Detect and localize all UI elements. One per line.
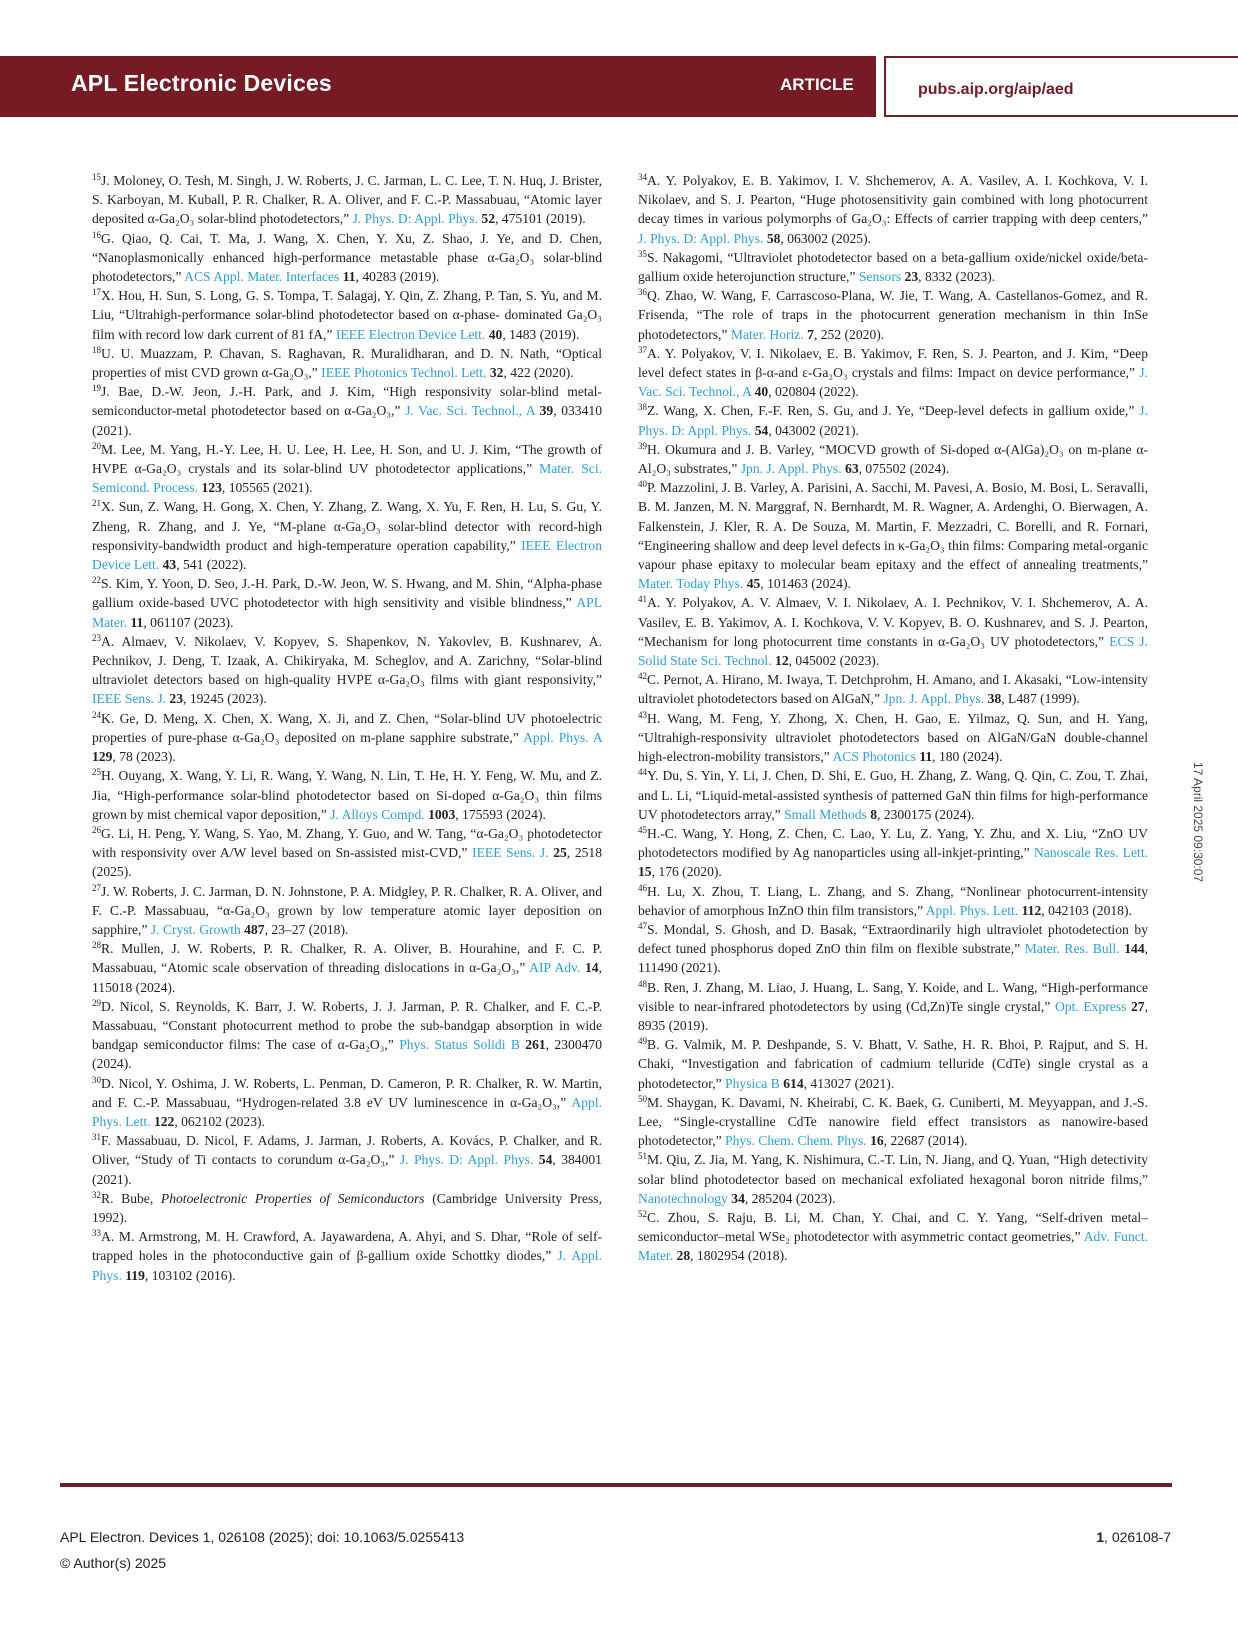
footer-page-volume: 1 xyxy=(1096,1529,1105,1545)
reference-item xyxy=(92,709,602,767)
reference-volume: 52 xyxy=(481,211,495,227)
reference-journal-link[interactable]: Adv. Funct. Mater. xyxy=(638,1229,1148,1264)
reference-volume: 54 xyxy=(538,1152,553,1168)
reference-text: A. M. Armstrong, M. H. Crawford, A. Jayawardena, A. Ahyi, and S. Dhar, “Role of self-trapped holes in the photoconductive gain of β-gallium oxide Schottky diodes,” xyxy=(92,1229,602,1264)
reference-pages-year: , 111490 (2021). xyxy=(638,941,1149,976)
reference-volume: 261 xyxy=(525,1037,546,1053)
reference-item xyxy=(92,440,602,498)
reference-number: 19 xyxy=(92,383,101,394)
reference-volume: 1003 xyxy=(428,806,456,822)
reference-pages-year: , 22687 (2014). xyxy=(883,1133,968,1149)
reference-volume: 129 xyxy=(92,749,113,765)
reference-text: K. Ge, D. Meng, X. Chen, X. Wang, X. Ji, and Z. Chen, “Solar-blind UV photoelectric properties of pure-phase α-Ga₂O₃ deposited on m-plane sapphire substrate,” xyxy=(92,710,602,745)
reference-number: 40 xyxy=(638,479,647,490)
reference-number: 21 xyxy=(92,498,101,509)
reference-pages-year: , 285204 (2023). xyxy=(744,1190,836,1206)
reference-text: M. Lee, M. Yang, H.-Y. Lee, H. U. Lee, H. Lee, H. Son, and U. J. Kim, “The growth of HVPE α-Ga₂O₃ crystals and its solar-blind UV photodetector applications,” xyxy=(92,441,602,477)
reference-volume: 23 xyxy=(169,691,184,707)
reference-text: H. Ouyang, X. Wang, Y. Li, R. Wang, Y. Wang, N. Lin, T. He, H. Y. Feng, W. Mu, and Z. Jia, “High-performance solar-blind photodetector based on Si-doped α-Ga₂O₃ thin films grown by mist chemical vapor deposition,” xyxy=(92,768,602,822)
reference-journal-link[interactable]: Phys. Status Solidi B xyxy=(399,1037,520,1053)
reference-number: 15 xyxy=(92,172,101,182)
reference-item xyxy=(92,766,602,824)
reference-number: 48 xyxy=(638,978,647,989)
reference-number: 30 xyxy=(92,1074,101,1085)
reference-pages-year: , 1802954 (2018). xyxy=(690,1248,788,1264)
references-right-column xyxy=(638,171,1148,1266)
reference-item xyxy=(638,344,1148,402)
reference-pages-year: , 105565 (2021). xyxy=(221,480,313,496)
reference-journal-link[interactable]: Mater. Res. Bull. xyxy=(1024,941,1120,957)
reference-pages-year: , 176 (2020). xyxy=(651,864,722,880)
reference-number: 43 xyxy=(638,709,647,720)
reference-pages-year: , 2518 (2025). xyxy=(92,845,603,880)
reference-journal-link[interactable]: ACS Photonics xyxy=(832,749,916,765)
reference-journal-link[interactable]: Appl. Phys. A xyxy=(523,729,602,745)
reference-number: 25 xyxy=(92,767,101,778)
reference-text: M. Shaygan, K. Davami, N. Kheirabi, C. K. Baek, G. Cuniberti, M. Meyyappan, and J.-S. Lee, “Single-crystalline CdTe nanowire field effect transistors as nanowire-based photodetector,” xyxy=(638,1094,1148,1149)
reference-item xyxy=(638,171,1148,248)
reference-volume: 11 xyxy=(130,614,144,630)
reference-text: P. Mazzolini, J. B. Varley, A. Parisini, A. Sacchi, M. Pavesi, A. Bosio, M. Bosi, L. Seravalli, B. M. Janzen, M. N. Marggraf, N. Bernhardt, M. R. Wagner, A. Ardenghi, O. Bierwagen, A. Falkenstein, J. Kler, R. A. De Souza, M. Martin, F. Mezzadri, C. Borelli, and R. Fornari, “Engineering shallow and deep level defects in κ-Ga₂O₃ thin films: Comparing metal-organic vapour phase epitaxy to molecular beam epitaxy and the effect of annealing treatments,” xyxy=(638,480,1148,573)
reference-pages-year: , 103102 (2016). xyxy=(144,1267,236,1283)
reference-journal-link[interactable]: Mater. Today Phys. xyxy=(638,576,744,592)
reference-number: 29 xyxy=(92,997,101,1008)
reference-volume: 25 xyxy=(553,845,567,861)
reference-pages-year: , 075502 (2024). xyxy=(858,461,950,477)
reference-volume: 487 xyxy=(244,921,265,937)
reference-item xyxy=(92,1131,602,1189)
reference-journal-link[interactable]: Small Methods xyxy=(784,806,867,822)
reference-pages-year: , 8935 (2019). xyxy=(638,998,1148,1033)
references-left-column xyxy=(92,171,602,1285)
reference-pages-year: , 8332 (2023). xyxy=(918,269,996,285)
reference-number: 24 xyxy=(92,709,101,720)
reference-volume: 43 xyxy=(162,557,177,573)
reference-item xyxy=(92,939,602,997)
reference-journal-link[interactable]: J. Vac. Sci. Technol., A xyxy=(638,365,1148,400)
reference-text: H.-C. Wang, Y. Hong, Z. Chen, C. Lao, Y. Lu, Z. Yang, Y. Zhu, and X. Liu, “ZnO UV photodetectors modified by Ag nanoparticles using all-inkjet-printing,” xyxy=(638,825,1148,861)
footer-page-id xyxy=(1096,1524,1171,1550)
reference-journal-link[interactable]: ACS Appl. Mater. Interfaces xyxy=(184,269,340,285)
reference-item xyxy=(638,882,1148,920)
reference-text: D. Nicol, Y. Oshima, J. W. Roberts, L. Penman, D. Cameron, P. R. Chalker, R. W. Martin, and F. C.-P. Massabuau, “Hydrogen-related 3.8 eV UV luminescence in α-Ga₂O₃,” xyxy=(92,1075,602,1110)
reference-pages-year: , 043002 (2021). xyxy=(768,422,859,438)
reference-pages-year: , 2300175 (2024). xyxy=(877,806,975,822)
reference-number: 39 xyxy=(638,440,647,451)
reference-number: 42 xyxy=(638,671,647,682)
reference-item xyxy=(92,574,602,632)
reference-volume: 38 xyxy=(987,691,1002,707)
reference-item xyxy=(638,1035,1148,1093)
reference-pages-year: , 042103 (2018). xyxy=(1041,902,1132,918)
reference-item xyxy=(92,824,602,882)
reference-volume: 40 xyxy=(488,326,503,342)
reference-journal-link[interactable]: J. Phys. D: Appl. Phys. xyxy=(399,1152,534,1168)
reference-volume: 34 xyxy=(731,1190,745,1206)
reference-volume: 27 xyxy=(1131,998,1145,1014)
reference-item xyxy=(638,978,1148,1036)
section-label: ARTICLE xyxy=(780,75,854,94)
reference-number: 18 xyxy=(92,344,101,355)
reference-journal-link[interactable]: J. Alloys Compd. xyxy=(330,806,425,822)
reference-pages-year: , 40283 (2019). xyxy=(355,269,440,285)
reference-number: 32 xyxy=(92,1189,101,1200)
reference-journal-link[interactable]: J. Phys. D: Appl. Phys. xyxy=(638,403,1148,438)
reference-item xyxy=(92,382,602,440)
reference-text: M. Qiu, Z. Jia, M. Yang, K. Nishimura, C.-T. Lin, N. Jiang, and Q. Yuan, “High detectivity solar blind photodetector based on mechanical exfoliated hexagonal boron nitride films,” xyxy=(638,1152,1148,1187)
reference-volume: 112 xyxy=(1021,902,1042,918)
reference-item xyxy=(92,344,602,382)
reference-item xyxy=(638,1150,1148,1208)
reference-volume: 54 xyxy=(754,422,769,438)
reference-journal-link[interactable]: J. Vac. Sci. Technol., A xyxy=(405,403,535,419)
reference-volume: 14 xyxy=(585,960,599,976)
reference-number: 16 xyxy=(92,229,101,240)
reference-pages-year: , 2300470 (2024). xyxy=(92,1037,603,1072)
reference-pages-year: , 19245 (2023). xyxy=(183,691,267,707)
reference-volume: 32 xyxy=(489,365,504,381)
reference-journal-link[interactable]: Mater. Horiz. xyxy=(730,326,804,342)
reference-volume: 614 xyxy=(783,1075,804,1091)
reference-number: 46 xyxy=(638,882,647,893)
reference-item xyxy=(92,997,602,1074)
reference-journal-link[interactable]: Appl. Phys. Lett. xyxy=(92,1094,602,1129)
reference-number: 50 xyxy=(638,1093,647,1104)
reference-text: Q. Zhao, W. Wang, F. Carrascoso-Plana, W. Jie, T. Wang, A. Castellanos-Gomez, and R. Frisenda, “The role of traps in the photocurrent generation mechanism in thin InSe photodetectors,” xyxy=(638,288,1148,342)
header-band xyxy=(0,56,876,117)
reference-journal-link[interactable]: J. Phys. D: Appl. Phys. xyxy=(352,211,478,227)
journal-title: APL Electronic Devices xyxy=(71,70,332,96)
reference-item xyxy=(638,709,1148,767)
reference-text: R. Mullen, J. W. Roberts, P. R. Chalker, R. A. Oliver, B. Hourahine, and F. C. P. Massabuau, “Atomic scale observation of threading dislocations in α-Ga₂O₃,” xyxy=(92,941,602,976)
reference-text: Z. Wang, X. Chen, F.-F. Ren, S. Gu, and J. Ye, “Deep-level defects in gallium oxide,” xyxy=(647,403,1135,419)
reference-item xyxy=(638,670,1148,708)
reference-text: J. Moloney, O. Tesh, M. Singh, J. W. Roberts, J. C. Jarman, L. C. Lee, T. N. Huq, J. Brister, S. Karboyan, M. Kuball, P. R. Chalker, R. A. Oliver, and F. C.-P. Massabuau, “Atomic layer deposited α-Ga₂O₃ solar-blind photodetectors,” xyxy=(92,173,602,227)
reference-pages-year: , 23–27 (2018). xyxy=(264,921,349,937)
reference-item xyxy=(638,286,1148,344)
reference-item xyxy=(638,440,1148,478)
reference-volume: 40 xyxy=(754,384,769,400)
reference-item xyxy=(638,401,1148,439)
reference-text: J. W. Roberts, J. C. Jarman, D. N. Johnstone, P. A. Midgley, P. R. Chalker, R. A. Oliver, and F. C.-P. Massabuau, “α-Ga₂O₃ grown by low temperature atomic layer deposition on sapphire,” xyxy=(92,883,602,937)
reference-item xyxy=(638,824,1148,882)
footer-copyright: © Author(s) 2025 xyxy=(60,1555,167,1571)
reference-pages-year: , 413027 (2021). xyxy=(803,1075,895,1091)
reference-number: 52 xyxy=(638,1208,647,1219)
url-box xyxy=(884,56,1238,117)
reference-volume: 45 xyxy=(746,576,761,592)
reference-journal-link[interactable]: Nanoscale Res. Lett. xyxy=(1033,845,1148,861)
journal-header xyxy=(0,56,1238,117)
reference-journal-link[interactable]: Appl. Phys. Lett. xyxy=(925,902,1019,918)
reference-item xyxy=(638,478,1148,593)
reference-item xyxy=(92,171,602,229)
reference-number: 51 xyxy=(638,1151,647,1162)
reference-number: 41 xyxy=(638,594,647,605)
reference-pages-year: , 175593 (2024). xyxy=(455,806,546,822)
reference-pages-year: , 115018 (2024). xyxy=(92,960,602,995)
footer-citation: APL Electron. Devices 1, 026108 (2025); doi: 10.1063/5.0255413 xyxy=(60,1529,465,1545)
footer-rule xyxy=(60,1483,1172,1487)
reference-journal-link[interactable]: IEEE Electron Device Lett. xyxy=(92,537,602,573)
reference-item xyxy=(92,229,602,287)
reference-volume: 144 xyxy=(1124,941,1145,957)
reference-journal-link[interactable]: AIP Adv. xyxy=(529,960,581,976)
reference-pages-year: , 045002 (2023). xyxy=(788,653,880,669)
reference-number: 45 xyxy=(638,824,647,835)
reference-text: F. Massabuau, D. Nicol, F. Adams, J. Jarman, J. Roberts, A. Kovács, P. Chalker, and R. Oliver, “Study of Ti contacts to corundum α-Ga₂O₃,” xyxy=(92,1133,602,1168)
reference-text: B. Ren, J. Zhang, M. Liao, J. Huang, L. Sang, Y. Koide, and L. Wang, “High-performance visible to near-infrared photodetectors by using (Cd,Zn)Te single crystal,” xyxy=(638,979,1148,1014)
reference-journal-link[interactable]: J. Appl. Phys. xyxy=(92,1248,602,1283)
reference-pages-year: , 252 (2020). xyxy=(813,326,885,342)
reference-pages-year: , 033410 (2021). xyxy=(92,403,602,438)
reference-number: 38 xyxy=(638,402,647,413)
reference-number: 44 xyxy=(638,767,647,778)
reference-volume: 122 xyxy=(153,1113,175,1129)
reference-text: A. Y. Polyakov, A. V. Almaev, V. I. Nikolaev, A. I. Pechnikov, V. I. Shchemerov, A. A. Vasilev, E. B. Yakimov, A. I. Kochkova, V. V. Kopyev, B. O. Kushnarev, and S. J. Pearton, “Mechanism for long photocurrent time constants in α-Ga₂O₃ UV photodetectors,” xyxy=(638,595,1148,649)
footer-page-number: , 026108-7 xyxy=(1104,1529,1171,1545)
download-timestamp: 17 April 2025 09:30:07 xyxy=(1191,762,1205,883)
reference-volume: 7 xyxy=(807,326,814,342)
reference-text: H. Okumura and J. B. Varley, “MOCVD growth of Si-doped α-(AlGa)₂O₃ on m-plane α-Al₂O₃ substrates,” xyxy=(638,441,1148,477)
footer-citation-block xyxy=(60,1524,464,1576)
reference-pages-year: , L487 (1999). xyxy=(1001,691,1080,707)
reference-volume: 8 xyxy=(870,806,877,822)
reference-text: U. U. Muazzam, P. Chavan, S. Raghavan, R. Muralidharan, and D. N. Nath, “Optical properties of mist CVD grown α-Ga₂O₃,” xyxy=(92,345,602,381)
reference-journal-link[interactable]: IEEE Electron Device Lett. xyxy=(335,326,486,342)
reference-text: R. Bube, xyxy=(101,1190,154,1206)
reference-pages-year: , 475101 (2019). xyxy=(495,211,586,227)
reference-journal-link[interactable]: IEEE Photonics Technol. Lett. xyxy=(321,365,487,381)
reference-volume: 11 xyxy=(919,749,933,765)
reference-journal-link[interactable]: Phys. Chem. Chem. Phys. xyxy=(725,1133,867,1149)
reference-pages-year: , 020804 (2022). xyxy=(768,384,859,400)
reference-item xyxy=(92,882,602,940)
reference-item xyxy=(638,593,1148,670)
reference-item xyxy=(638,248,1148,286)
reference-pages-year: , 062102 (2023). xyxy=(174,1113,265,1129)
reference-number: 26 xyxy=(92,824,101,835)
reference-number: 22 xyxy=(92,575,101,586)
reference-number: 31 xyxy=(92,1132,101,1143)
reference-number: 28 xyxy=(92,940,101,951)
reference-journal-link[interactable]: Mater. Sci. Semicond. Process. xyxy=(92,461,602,496)
reference-volume: 11 xyxy=(342,269,356,285)
reference-journal-link[interactable]: Physica B xyxy=(725,1075,780,1091)
reference-pages-year: , 063002 (2025). xyxy=(780,230,872,246)
reference-journal-link[interactable]: APL Mater. xyxy=(92,595,602,630)
reference-number: 37 xyxy=(638,344,647,355)
reference-book-title: Photoelectronic Properties of Semiconductors xyxy=(160,1190,425,1206)
reference-pages-year: , 78 (2023). xyxy=(112,749,176,765)
reference-item xyxy=(638,766,1148,824)
reference-number: 47 xyxy=(638,920,647,931)
reference-item xyxy=(638,920,1148,978)
reference-journal-link[interactable]: IEEE Sens. J. xyxy=(472,845,549,861)
reference-number: 20 xyxy=(92,440,101,451)
reference-journal-link[interactable]: Nanotechnology xyxy=(638,1190,728,1206)
reference-text: H. Wang, M. Feng, Y. Zhong, X. Chen, H. Gao, E. Yilmaz, Q. Sun, and H. Yang, “Ultrahigh-responsivity ultraviolet photodetectors based on AlGaN/GaN double-channel high-electron-mobility transistors,” xyxy=(638,710,1148,765)
reference-text: J. Bae, D.-W. Jeon, J.-H. Park, and J. Kim, “High responsivity solar-blind metal-semiconductor-metal photodetector based on α-Ga₂O₃,” xyxy=(92,384,602,419)
reference-text: A. Y. Polyakov, E. B. Yakimov, I. V. Shchemerov, A. A. Vasilev, A. I. Kochkova, V. I. Nikolaev, and S. J. Pearton, “Huge photosensitivity gain combined with long photocurrent decay times in various polymorphs of Ga₂O₃: Effects of carrier trapping with deep centers,” xyxy=(638,173,1148,227)
reference-volume: 23 xyxy=(904,269,919,285)
reference-journal-link[interactable]: IEEE Sens. J. xyxy=(92,691,167,707)
journal-url-link[interactable]: pubs.aip.org/aip/aed xyxy=(918,81,1074,98)
reference-text: S. Mondal, S. Ghosh, and D. Basak, “Extraordinarily high ultraviolet photodetection by defect tuned phosphorus doped ZnO thin film on flexible substrate,” xyxy=(638,921,1148,957)
reference-number: 17 xyxy=(92,287,101,298)
reference-text: S. Nakagomi, “Ultraviolet photodetector based on a beta-gallium oxide/nickel oxide/beta-gallium oxide heterojunction structure,” xyxy=(638,249,1148,285)
reference-journal-link[interactable]: Opt. Express xyxy=(1054,998,1127,1014)
reference-text: G. Qiao, Q. Cai, T. Ma, J. Wang, X. Chen, Y. Xu, Z. Shao, J. Ye, and D. Chen, “Nanoplasmonically enhanced high-performance metastable phase α-Ga₂O₃ solar-blind photodetectors,” xyxy=(92,230,602,285)
reference-number: 27 xyxy=(92,882,101,893)
reference-number: 35 xyxy=(638,248,647,259)
reference-item xyxy=(92,632,602,709)
reference-text: X. Sun, Z. Wang, H. Gong, X. Chen, Y. Zhang, Z. Wang, X. Yu, F. Ren, H. Lu, S. Gu, Y. Zheng, R. Zhang, and J. Ye, “M-plane α-Ga₂O₃ solar-blind detector with record-high responsivity-bandwidth product and high-temperature operation capability,” xyxy=(92,499,602,553)
reference-number: 23 xyxy=(92,632,101,643)
reference-journal-link[interactable]: Sensors xyxy=(858,269,902,285)
reference-volume: 119 xyxy=(125,1267,145,1283)
reference-pages-year: , 422 (2020). xyxy=(503,365,574,381)
reference-pages-year: , 1483 (2019). xyxy=(502,326,580,342)
reference-journal-link[interactable]: J. Phys. D: Appl. Phys. xyxy=(638,230,764,246)
reference-item xyxy=(92,1189,602,1227)
reference-text: B. G. Valmik, M. P. Deshpande, S. V. Bhatt, V. Sathe, H. R. Bhoi, P. Rajput, and S. H. Chaki, “Investigation and fabrication of cadmium telluride (CdTe) single crystal as a photodetector,” xyxy=(638,1037,1148,1091)
reference-text: X. Hou, H. Sun, S. Long, G. S. Tompa, T. Salagaj, Y. Qin, Z. Zhang, P. Tan, S. Yu, and M. Liu, “Ultrahigh-performance solar-blind photodetector based on α-phase- dominated Ga₂O₃ film with record low dark current of 81 fA,” xyxy=(92,288,602,342)
reference-text: C. Zhou, S. Raju, B. Li, M. Chan, Y. Chai, and C. Y. Yang, “Self-driven metal–semiconductor–metal WSe₂ photodetector with asymmetric contact geometries,” xyxy=(638,1209,1148,1245)
reference-item xyxy=(92,1227,602,1285)
reference-item xyxy=(92,286,602,344)
reference-pages-year: , 101463 (2024). xyxy=(760,576,851,592)
reference-journal-link[interactable]: Jpn. J. Appl. Phys. xyxy=(883,691,985,707)
reference-text: A. Y. Polyakov, V. I. Nikolaev, E. B. Yakimov, F. Ren, S. J. Pearton, and J. Kim, “Deep level defect states in β-α-and ε-Ga₂O₃ crystals and films: Impact on device performance,” xyxy=(638,345,1148,381)
reference-text: A. Almaev, V. Nikolaev, V. Kopyev, S. Shapenkov, N. Yakovlev, B. Kushnarev, A. Pechnikov, J. Deng, T. Izaak, A. Chikiryaka, M. Scheglov, and A. Zarichny, “Solar-blind ultraviolet detectors based on high-quality HVPE α-Ga₂O₃ films with giant responsivity,” xyxy=(92,633,602,688)
reference-text: S. Kim, Y. Yoon, D. Seo, J.-H. Park, D.-W. Jeon, W. S. Hwang, and M. Shin, “Alpha-phase gallium oxide-based UVC photodetector with high sensitivity and visible blindness,” xyxy=(92,576,602,611)
reference-pages-year: , 180 (2024). xyxy=(932,749,1003,765)
reference-item xyxy=(92,1074,602,1132)
reference-text: Y. Du, S. Yin, Y. Li, J. Chen, D. Shi, E. Guo, H. Zhang, Z. Wang, Q. Qin, C. Zou, T. Zhai, and L. Li, “Liquid-metal-assisted synthesis of patterned GaN thin films for high-performance UV photodetectors array,” xyxy=(638,768,1148,822)
reference-pages-year: , 384001 (2021). xyxy=(92,1152,602,1187)
reference-item xyxy=(638,1093,1148,1151)
reference-volume: 28 xyxy=(676,1248,691,1264)
reference-volume: 39 xyxy=(539,403,554,419)
reference-number: 49 xyxy=(638,1036,647,1047)
reference-journal-link[interactable]: J. Cryst. Growth xyxy=(150,921,241,937)
reference-volume: 123 xyxy=(201,480,222,496)
reference-pages-year: (Cambridge University Press, 1992). xyxy=(92,1190,602,1225)
reference-text: G. Li, H. Peng, Y. Wang, S. Yao, M. Zhang, Y. Guo, and W. Tang, “α-Ga₂O₃ photodetector with responsivity over A/W level based on Sn-assisted mist-CVD,” xyxy=(92,825,602,861)
reference-journal-link[interactable]: ECS J. Solid State Sci. Technol. xyxy=(638,633,1148,669)
reference-pages-year: , 541 (2022). xyxy=(176,557,247,573)
reference-volume: 15 xyxy=(638,864,652,880)
reference-text: H. Lu, X. Zhou, T. Liang, L. Zhang, and S. Zhang, “Nonlinear photocurrent-intensity behavior of amorphous InZnO thin film transistors,” xyxy=(638,883,1148,918)
reference-text: C. Pernot, A. Hirano, M. Iwaya, T. Detchprohm, H. Amano, and I. Akasaki, “Low-intensity ultraviolet photodetectors based on AlGaN,” xyxy=(638,672,1148,707)
reference-volume: 12 xyxy=(775,653,789,669)
reference-number: 33 xyxy=(92,1228,101,1239)
reference-number: 36 xyxy=(638,287,647,298)
reference-pages-year: , 061107 (2023). xyxy=(143,614,234,630)
reference-item xyxy=(92,497,602,574)
reference-journal-link[interactable]: Jpn. J. Appl. Phys. xyxy=(740,461,842,477)
reference-volume: 63 xyxy=(845,461,859,477)
reference-number: 34 xyxy=(638,172,647,182)
reference-volume: 16 xyxy=(870,1133,884,1149)
reference-item xyxy=(638,1208,1148,1266)
reference-text: D. Nicol, S. Reynolds, K. Barr, J. W. Roberts, J. J. Jarman, P. R. Chalker, and F. C.-P. Massabuau, “Constant photocurrent method to probe the sub-bandgap absorption in wide bandgap semiconductor films: The case of α-Ga₂O₃,” xyxy=(92,998,602,1053)
reference-volume: 58 xyxy=(766,230,781,246)
